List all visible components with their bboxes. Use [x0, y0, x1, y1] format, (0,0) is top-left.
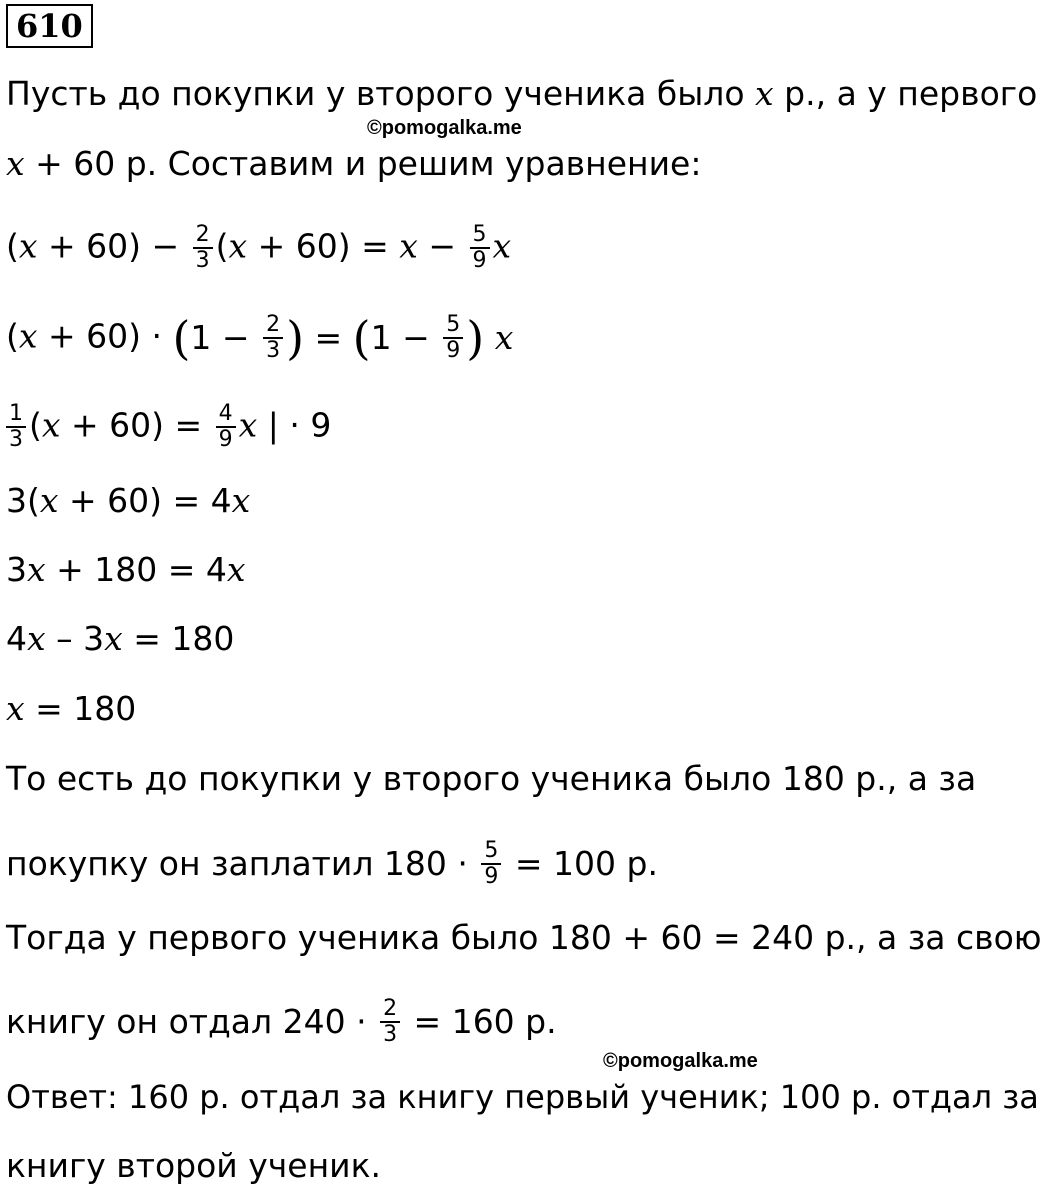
- variable-x: x: [755, 74, 774, 113]
- text: (: [6, 316, 19, 356]
- text: 3(: [6, 481, 40, 520]
- equation-4: [6, 481, 250, 521]
- explanation-line-1: То есть до покупки у второго ученика было 180 р., а за: [6, 759, 977, 798]
- denominator: 3: [6, 426, 26, 452]
- equation-7: [6, 689, 136, 729]
- text: 1 −: [190, 318, 261, 357]
- answer-line-2: книгу второй ученик.: [6, 1146, 382, 1185]
- big-paren-right: ): [286, 311, 305, 365]
- text: = 160 р.: [403, 1002, 557, 1041]
- denominator: 3: [193, 247, 213, 273]
- numerator: 4: [218, 401, 233, 426]
- text: | · 9: [257, 405, 332, 445]
- intro-line-2: [6, 144, 701, 184]
- variable-x: x: [41, 405, 61, 445]
- variable-x: x: [18, 316, 38, 356]
- text: 3: [6, 550, 27, 589]
- fraction: [470, 223, 490, 273]
- numerator: 5: [472, 222, 487, 247]
- fraction: [481, 839, 501, 889]
- variable-x: x: [27, 550, 46, 589]
- problem-number: 610: [6, 4, 93, 48]
- variable-x: x: [492, 226, 512, 266]
- denominator: 9: [481, 863, 501, 889]
- denominator: 3: [380, 1021, 400, 1047]
- watermark: ©pomogalka.me: [603, 1050, 758, 1072]
- text: книгу он отдал 240 ·: [6, 1002, 378, 1041]
- text: = 180: [122, 619, 235, 658]
- equation-1: [6, 223, 511, 273]
- text: – 3: [45, 619, 105, 658]
- fraction: [443, 313, 463, 363]
- numerator: 5: [484, 838, 499, 863]
- text: = 100 р.: [504, 844, 658, 883]
- watermark: ©pomogalka.me: [367, 117, 522, 139]
- denominator: 9: [216, 426, 236, 452]
- equation-2: [6, 313, 513, 363]
- text: + 180 = 4: [45, 550, 227, 589]
- intro-text: Пусть до покупки у второго ученика было: [6, 74, 756, 113]
- variable-x: x: [231, 481, 251, 520]
- numerator: 2: [383, 996, 398, 1021]
- variable-x: x: [399, 226, 418, 266]
- denominator: 9: [443, 337, 463, 363]
- numerator: 1: [9, 401, 23, 426]
- text: −: [417, 226, 467, 266]
- explanation-line-3: Тогда у первого ученика было 180 + 60 = 240 р., а за свою: [6, 918, 1042, 957]
- denominator: 3: [263, 337, 283, 363]
- denominator: 9: [470, 247, 490, 273]
- fraction: [263, 313, 283, 363]
- equation-5: [6, 550, 246, 590]
- intro-line-1: [6, 74, 1037, 114]
- intro-text: р., а у первого: [773, 74, 1038, 113]
- text: (: [29, 405, 42, 445]
- answer-line-1: Ответ: 160 р. отдал за книгу первый ученик; 100 р. отдал за: [6, 1078, 1039, 1116]
- text: = 180: [24, 689, 137, 728]
- text: 1 −: [370, 318, 441, 357]
- fraction: [216, 402, 236, 452]
- variable-x: x: [226, 550, 246, 589]
- variable-x: x: [238, 405, 258, 445]
- variable-x: x: [18, 226, 38, 266]
- explanation-line-4: [6, 997, 557, 1047]
- variable-x: x: [6, 689, 25, 728]
- equation-6: [6, 619, 234, 659]
- text: + 60) = 4: [58, 481, 232, 520]
- big-paren-left: (: [172, 311, 191, 365]
- big-paren-right: ): [466, 311, 485, 365]
- text: (: [215, 226, 229, 266]
- text: + 60) =: [60, 405, 213, 445]
- numerator: 2: [195, 222, 210, 247]
- fraction: [380, 997, 400, 1047]
- explanation-line-2: [6, 839, 658, 889]
- variable-x: x: [27, 619, 46, 658]
- numerator: 2: [266, 312, 281, 337]
- variable-x: x: [494, 318, 514, 357]
- numerator: 5: [446, 312, 461, 337]
- variable-x: x: [39, 481, 59, 520]
- text: + 60) −: [37, 226, 190, 266]
- variable-x: x: [228, 226, 248, 266]
- text: + 60) =: [247, 226, 400, 266]
- fraction: [193, 223, 213, 273]
- variable-x: x: [104, 619, 123, 658]
- big-paren-left: (: [352, 311, 371, 365]
- fraction: [6, 402, 26, 452]
- equation-3: [6, 402, 331, 452]
- text: + 60) ·: [37, 316, 173, 356]
- text: (: [6, 226, 19, 266]
- text: =: [304, 318, 353, 357]
- intro-text: + 60 р. Составим и решим уравнение:: [24, 144, 702, 183]
- text: покупку он заплатил 180 ·: [6, 844, 479, 883]
- variable-x: x: [6, 144, 25, 183]
- text: 4: [6, 619, 27, 658]
